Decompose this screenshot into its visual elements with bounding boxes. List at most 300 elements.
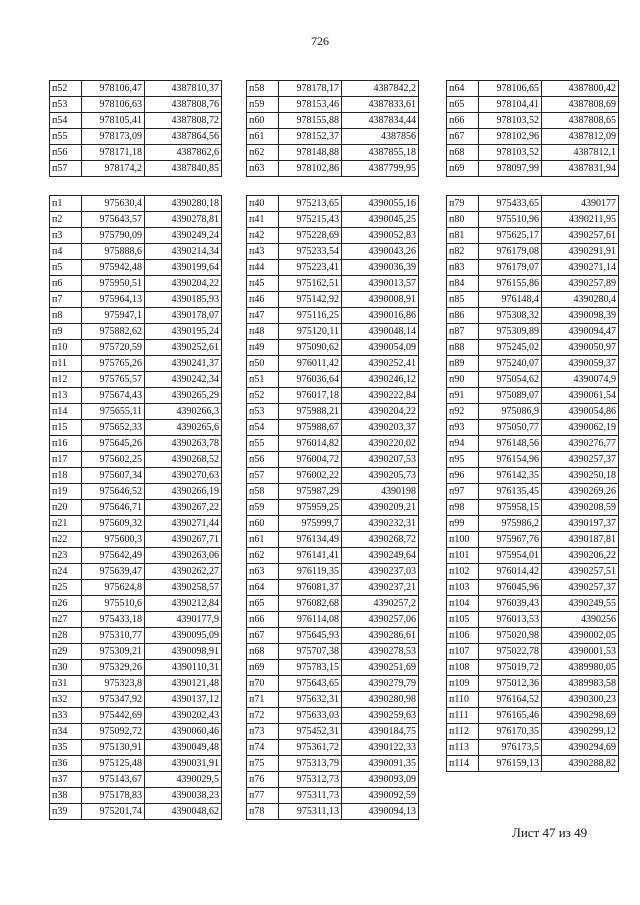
table-row: [447, 532, 619, 548]
y-coord-cell: 4387833,61: [342, 97, 419, 113]
x-coord-cell: 975433,18: [82, 612, 145, 628]
x-coord-cell: 976011,42: [279, 356, 342, 372]
table-row: [447, 388, 619, 404]
y-coord-cell: 4389983,58: [542, 676, 619, 692]
y-coord-cell: 4390299,12: [542, 724, 619, 740]
y-coord-cell: 4390286,61: [342, 628, 419, 644]
point-id-cell: п68: [447, 145, 479, 161]
table-row: [50, 292, 222, 308]
point-id-cell: п93: [447, 420, 479, 436]
x-coord-cell: 978106,65: [479, 81, 542, 97]
x-coord-cell: 976148,4: [479, 292, 542, 308]
point-id-cell: п99: [447, 516, 479, 532]
y-coord-cell: 4387800,42: [542, 81, 619, 97]
x-coord-cell: 975783,15: [279, 660, 342, 676]
x-coord-cell: 975959,25: [279, 500, 342, 516]
y-coord-cell: 4390270,63: [145, 468, 222, 484]
point-id-cell: п100: [447, 532, 479, 548]
point-id-cell: п50: [247, 356, 279, 372]
y-coord-cell: 4390222,84: [342, 388, 419, 404]
table-row: [447, 724, 619, 740]
table-row: [247, 244, 419, 260]
table-row: [247, 612, 419, 628]
point-id-cell: п110: [447, 692, 479, 708]
x-coord-cell: 975988,67: [279, 420, 342, 436]
point-id-cell: п98: [447, 500, 479, 516]
point-id-cell: п70: [247, 676, 279, 692]
point-id-cell: п94: [447, 436, 479, 452]
y-coord-cell: 4390094,13: [342, 804, 419, 820]
y-coord-cell: 4390052,83: [342, 228, 419, 244]
x-coord-cell: 976004,72: [279, 452, 342, 468]
x-coord-cell: 975646,52: [82, 484, 145, 500]
x-coord-cell: 978174,2: [82, 161, 145, 177]
table-row: [247, 772, 419, 788]
table-row: [247, 388, 419, 404]
point-id-cell: п60: [247, 516, 279, 532]
x-coord-cell: 975311,73: [279, 788, 342, 804]
point-id-cell: п24: [50, 564, 82, 580]
y-coord-cell: 4387842,2: [342, 81, 419, 97]
y-coord-cell: 4390271,44: [145, 516, 222, 532]
table-row: [50, 692, 222, 708]
table-row: [247, 372, 419, 388]
x-coord-cell: 976134,49: [279, 532, 342, 548]
x-coord-cell: 975213,65: [279, 196, 342, 212]
point-id-cell: п77: [247, 788, 279, 804]
table-row: [247, 564, 419, 580]
y-coord-cell: 4390061,54: [542, 388, 619, 404]
table-row: [50, 212, 222, 228]
y-coord-cell: 4390198: [342, 484, 419, 500]
y-coord-cell: 4390257,2: [342, 596, 419, 612]
x-coord-cell: 975888,6: [82, 244, 145, 260]
point-id-cell: п73: [247, 724, 279, 740]
x-coord-cell: 975125,48: [82, 756, 145, 772]
y-coord-cell: 4387808,72: [145, 113, 222, 129]
y-coord-cell: 4390259,63: [342, 708, 419, 724]
y-coord-cell: 4390246,12: [342, 372, 419, 388]
y-coord-cell: 4390257,06: [342, 612, 419, 628]
y-coord-cell: 4390258,57: [145, 580, 222, 596]
point-id-cell: п30: [50, 660, 82, 676]
y-coord-cell: 4390265,29: [145, 388, 222, 404]
point-id-cell: п91: [447, 388, 479, 404]
point-id-cell: п55: [50, 129, 82, 145]
y-coord-cell: 4390280,18: [145, 196, 222, 212]
point-id-cell: п113: [447, 740, 479, 756]
table-row: [50, 436, 222, 452]
table-row: [447, 113, 619, 129]
point-id-cell: п20: [50, 500, 82, 516]
x-coord-cell: 975643,65: [279, 676, 342, 692]
table-row: [50, 420, 222, 436]
table-row: [447, 676, 619, 692]
point-id-cell: п19: [50, 484, 82, 500]
x-coord-cell: 978103,52: [479, 113, 542, 129]
point-id-cell: п80: [447, 212, 479, 228]
x-coord-cell: 976179,07: [479, 260, 542, 276]
x-coord-cell: 975639,47: [82, 564, 145, 580]
y-coord-cell: 4390251,69: [342, 660, 419, 676]
table-row: [50, 628, 222, 644]
table-row: [247, 340, 419, 356]
coord-table-top-3: [446, 80, 619, 177]
table-row: [247, 708, 419, 724]
y-coord-cell: 4390267,22: [145, 500, 222, 516]
x-coord-cell: 975215,43: [279, 212, 342, 228]
point-id-cell: п101: [447, 548, 479, 564]
y-coord-cell: 4390257,51: [542, 564, 619, 580]
point-id-cell: п72: [247, 708, 279, 724]
x-coord-cell: 975142,92: [279, 292, 342, 308]
y-coord-cell: 4390291,91: [542, 244, 619, 260]
y-coord-cell: 4390257,61: [542, 228, 619, 244]
point-id-cell: п108: [447, 660, 479, 676]
y-coord-cell: 4390280,4: [542, 292, 619, 308]
x-coord-cell: 976114,08: [279, 612, 342, 628]
y-coord-cell: 4390278,81: [145, 212, 222, 228]
point-id-cell: п76: [247, 772, 279, 788]
coord-table-main-3: [446, 195, 619, 772]
x-coord-cell: 975313,79: [279, 756, 342, 772]
y-coord-cell: 4390266,3: [145, 404, 222, 420]
table-row: [50, 244, 222, 260]
y-coord-cell: 4390257,37: [542, 580, 619, 596]
x-coord-cell: 976014,82: [279, 436, 342, 452]
x-coord-cell: 975311,13: [279, 804, 342, 820]
point-id-cell: п59: [247, 500, 279, 516]
point-id-cell: п66: [447, 113, 479, 129]
table-row: [50, 404, 222, 420]
x-coord-cell: 976002,22: [279, 468, 342, 484]
y-coord-cell: 4390242,34: [145, 372, 222, 388]
table-row: [247, 228, 419, 244]
x-coord-cell: 978102,96: [479, 129, 542, 145]
table-row: [50, 740, 222, 756]
point-id-cell: п105: [447, 612, 479, 628]
table-row: [247, 129, 419, 145]
y-coord-cell: 4390177,9: [145, 612, 222, 628]
table-row: [50, 228, 222, 244]
table-row: [247, 145, 419, 161]
x-coord-cell: 975309,21: [82, 644, 145, 660]
point-id-cell: п3: [50, 228, 82, 244]
x-coord-cell: 976045,96: [479, 580, 542, 596]
y-coord-cell: 4390252,41: [342, 356, 419, 372]
table-row: [447, 628, 619, 644]
point-id-cell: п23: [50, 548, 82, 564]
point-id-cell: п12: [50, 372, 82, 388]
x-coord-cell: 975942,48: [82, 260, 145, 276]
x-coord-cell: 975600,3: [82, 532, 145, 548]
y-coord-cell: 4390263,78: [145, 436, 222, 452]
table-row: [447, 340, 619, 356]
y-coord-cell: 4390209,21: [342, 500, 419, 516]
x-coord-cell: 978153,46: [279, 97, 342, 113]
table-row: [50, 324, 222, 340]
x-coord-cell: 975054,62: [479, 372, 542, 388]
x-coord-cell: 975245,02: [479, 340, 542, 356]
table-row: [247, 516, 419, 532]
table-row: [247, 97, 419, 113]
y-coord-cell: 4390288,82: [542, 756, 619, 772]
point-id-cell: п13: [50, 388, 82, 404]
point-id-cell: п79: [447, 196, 479, 212]
table-row: [447, 276, 619, 292]
y-coord-cell: 4390121,48: [145, 676, 222, 692]
y-coord-cell: 4387808,65: [542, 113, 619, 129]
point-id-cell: п84: [447, 276, 479, 292]
x-coord-cell: 975433,65: [479, 196, 542, 212]
point-id-cell: п107: [447, 644, 479, 660]
point-id-cell: п81: [447, 228, 479, 244]
point-id-cell: п54: [247, 420, 279, 436]
point-id-cell: п109: [447, 676, 479, 692]
point-id-cell: п61: [247, 532, 279, 548]
y-coord-cell: 4390256: [542, 612, 619, 628]
point-id-cell: п49: [247, 340, 279, 356]
point-id-cell: п63: [247, 161, 279, 177]
table-row: [50, 596, 222, 612]
x-coord-cell: 975999,7: [279, 516, 342, 532]
point-id-cell: п52: [50, 81, 82, 97]
y-coord-cell: 4390029,5: [145, 772, 222, 788]
y-coord-cell: 4390249,55: [542, 596, 619, 612]
table-row: [447, 660, 619, 676]
table-row: [50, 548, 222, 564]
y-coord-cell: 4390049,48: [145, 740, 222, 756]
point-id-cell: п69: [247, 660, 279, 676]
x-coord-cell: 976142,35: [479, 468, 542, 484]
x-coord-cell: 975020,98: [479, 628, 542, 644]
y-coord-cell: 4390093,09: [342, 772, 419, 788]
point-id-cell: п75: [247, 756, 279, 772]
y-coord-cell: 4390204,22: [342, 404, 419, 420]
x-coord-cell: 975361,72: [279, 740, 342, 756]
x-coord-cell: 975240,07: [479, 356, 542, 372]
point-id-cell: п32: [50, 692, 82, 708]
x-coord-cell: 975964,13: [82, 292, 145, 308]
table-row: [50, 804, 222, 820]
table-row: [447, 548, 619, 564]
point-id-cell: п69: [447, 161, 479, 177]
y-coord-cell: 4390257,89: [542, 276, 619, 292]
y-coord-cell: 4390241,37: [145, 356, 222, 372]
x-coord-cell: 975707,38: [279, 644, 342, 660]
x-coord-cell: 975201,74: [82, 804, 145, 820]
point-id-cell: п86: [447, 308, 479, 324]
table-row: [447, 580, 619, 596]
table-row: [447, 292, 619, 308]
y-coord-cell: 4390187,81: [542, 532, 619, 548]
point-id-cell: п52: [247, 388, 279, 404]
table-row: [50, 388, 222, 404]
y-coord-cell: 4390062,19: [542, 420, 619, 436]
y-coord-cell: 4390232,31: [342, 516, 419, 532]
x-coord-cell: 975089,07: [479, 388, 542, 404]
y-coord-cell: 4387840,85: [145, 161, 222, 177]
point-id-cell: п44: [247, 260, 279, 276]
point-id-cell: п57: [50, 161, 82, 177]
y-coord-cell: 4390074,9: [542, 372, 619, 388]
x-coord-cell: 975633,03: [279, 708, 342, 724]
point-id-cell: п41: [247, 212, 279, 228]
point-id-cell: п88: [447, 340, 479, 356]
point-id-cell: п53: [50, 97, 82, 113]
point-id-cell: п114: [447, 756, 479, 772]
coord-table-main-1: [49, 195, 222, 820]
x-coord-cell: 975086,9: [479, 404, 542, 420]
table-row: [50, 612, 222, 628]
y-coord-cell: 4390008,91: [342, 292, 419, 308]
point-id-cell: п21: [50, 516, 82, 532]
point-id-cell: п7: [50, 292, 82, 308]
point-id-cell: п112: [447, 724, 479, 740]
point-id-cell: п46: [247, 292, 279, 308]
x-coord-cell: 975674,43: [82, 388, 145, 404]
y-coord-cell: 4390098,39: [542, 308, 619, 324]
table-row: [50, 97, 222, 113]
table-row: [447, 436, 619, 452]
y-coord-cell: 4390250,18: [542, 468, 619, 484]
table-row: [247, 548, 419, 564]
y-coord-cell: 4390212,84: [145, 596, 222, 612]
table-row: [50, 372, 222, 388]
table-row: [447, 196, 619, 212]
x-coord-cell: 978148,88: [279, 145, 342, 161]
x-coord-cell: 976082,68: [279, 596, 342, 612]
x-coord-cell: 976119,35: [279, 564, 342, 580]
point-id-cell: п62: [247, 548, 279, 564]
x-coord-cell: 976164,52: [479, 692, 542, 708]
x-coord-cell: 975765,57: [82, 372, 145, 388]
x-coord-cell: 978097,99: [479, 161, 542, 177]
x-coord-cell: 978105,41: [82, 113, 145, 129]
x-coord-cell: 975143,67: [82, 772, 145, 788]
x-coord-cell: 975442,69: [82, 708, 145, 724]
x-coord-cell: 976013,53: [479, 612, 542, 628]
x-coord-cell: 976081,37: [279, 580, 342, 596]
point-id-cell: п60: [247, 113, 279, 129]
table-row: [50, 532, 222, 548]
point-id-cell: п5: [50, 260, 82, 276]
table-row: [447, 404, 619, 420]
table-row: [50, 452, 222, 468]
table-row: [50, 468, 222, 484]
y-coord-cell: 4387834,44: [342, 113, 419, 129]
y-coord-cell: 4390002,05: [542, 628, 619, 644]
y-coord-cell: 4390091,35: [342, 756, 419, 772]
table-row: [247, 404, 419, 420]
table-row: [247, 292, 419, 308]
point-id-cell: п92: [447, 404, 479, 420]
y-coord-cell: 4390036,39: [342, 260, 419, 276]
table-row: [447, 97, 619, 113]
table-row: [247, 692, 419, 708]
y-coord-cell: 4390195,24: [145, 324, 222, 340]
point-id-cell: п14: [50, 404, 82, 420]
y-coord-cell: 4390207,53: [342, 452, 419, 468]
table-row: [50, 356, 222, 372]
y-coord-cell: 4390214,34: [145, 244, 222, 260]
point-id-cell: п18: [50, 468, 82, 484]
y-coord-cell: 4390092,59: [342, 788, 419, 804]
x-coord-cell: 975625,17: [479, 228, 542, 244]
y-coord-cell: 4387810,37: [145, 81, 222, 97]
table-row: [247, 644, 419, 660]
x-coord-cell: 975130,91: [82, 740, 145, 756]
x-coord-cell: 976148,56: [479, 436, 542, 452]
x-coord-cell: 976155,86: [479, 276, 542, 292]
table-row: [447, 452, 619, 468]
table-row: [50, 113, 222, 129]
table-row: [447, 500, 619, 516]
table-row: [50, 161, 222, 177]
y-coord-cell: 4390031,91: [145, 756, 222, 772]
y-coord-cell: 4390098,91: [145, 644, 222, 660]
table-row: [447, 612, 619, 628]
table-row: [247, 532, 419, 548]
x-coord-cell: 976135,45: [479, 484, 542, 500]
x-coord-cell: 975178,83: [82, 788, 145, 804]
x-coord-cell: 978106,63: [82, 97, 145, 113]
y-coord-cell: 4390054,86: [542, 404, 619, 420]
point-id-cell: п35: [50, 740, 82, 756]
table-row: [247, 324, 419, 340]
table-row: [247, 196, 419, 212]
point-id-cell: п31: [50, 676, 82, 692]
table-row: [247, 420, 419, 436]
table-row: [247, 161, 419, 177]
point-id-cell: п96: [447, 468, 479, 484]
x-coord-cell: 975510,6: [82, 596, 145, 612]
y-coord-cell: 4390267,71: [145, 532, 222, 548]
y-coord-cell: 4390237,03: [342, 564, 419, 580]
table-row: [447, 692, 619, 708]
table-row: [247, 580, 419, 596]
point-id-cell: п15: [50, 420, 82, 436]
x-coord-cell: 975655,11: [82, 404, 145, 420]
point-id-cell: п90: [447, 372, 479, 388]
point-id-cell: п102: [447, 564, 479, 580]
y-coord-cell: 4390184,75: [342, 724, 419, 740]
table-row: [50, 788, 222, 804]
y-coord-cell: 4390265,6: [145, 420, 222, 436]
x-coord-cell: 975090,62: [279, 340, 342, 356]
y-coord-cell: 4390095,09: [145, 628, 222, 644]
x-coord-cell: 975120,11: [279, 324, 342, 340]
x-coord-cell: 975624,8: [82, 580, 145, 596]
point-id-cell: п11: [50, 356, 82, 372]
x-coord-cell: 975987,29: [279, 484, 342, 500]
x-coord-cell: 975510,96: [479, 212, 542, 228]
x-coord-cell: 976159,13: [479, 756, 542, 772]
y-coord-cell: 4390016,86: [342, 308, 419, 324]
point-id-cell: п45: [247, 276, 279, 292]
x-coord-cell: 975329,26: [82, 660, 145, 676]
point-id-cell: п83: [447, 260, 479, 276]
table-row: [447, 356, 619, 372]
point-id-cell: п16: [50, 436, 82, 452]
y-coord-cell: 4390266,19: [145, 484, 222, 500]
table-row: [50, 676, 222, 692]
point-id-cell: п38: [50, 788, 82, 804]
table-row: [447, 708, 619, 724]
point-id-cell: п67: [247, 628, 279, 644]
x-coord-cell: 975645,26: [82, 436, 145, 452]
table-row: [247, 452, 419, 468]
